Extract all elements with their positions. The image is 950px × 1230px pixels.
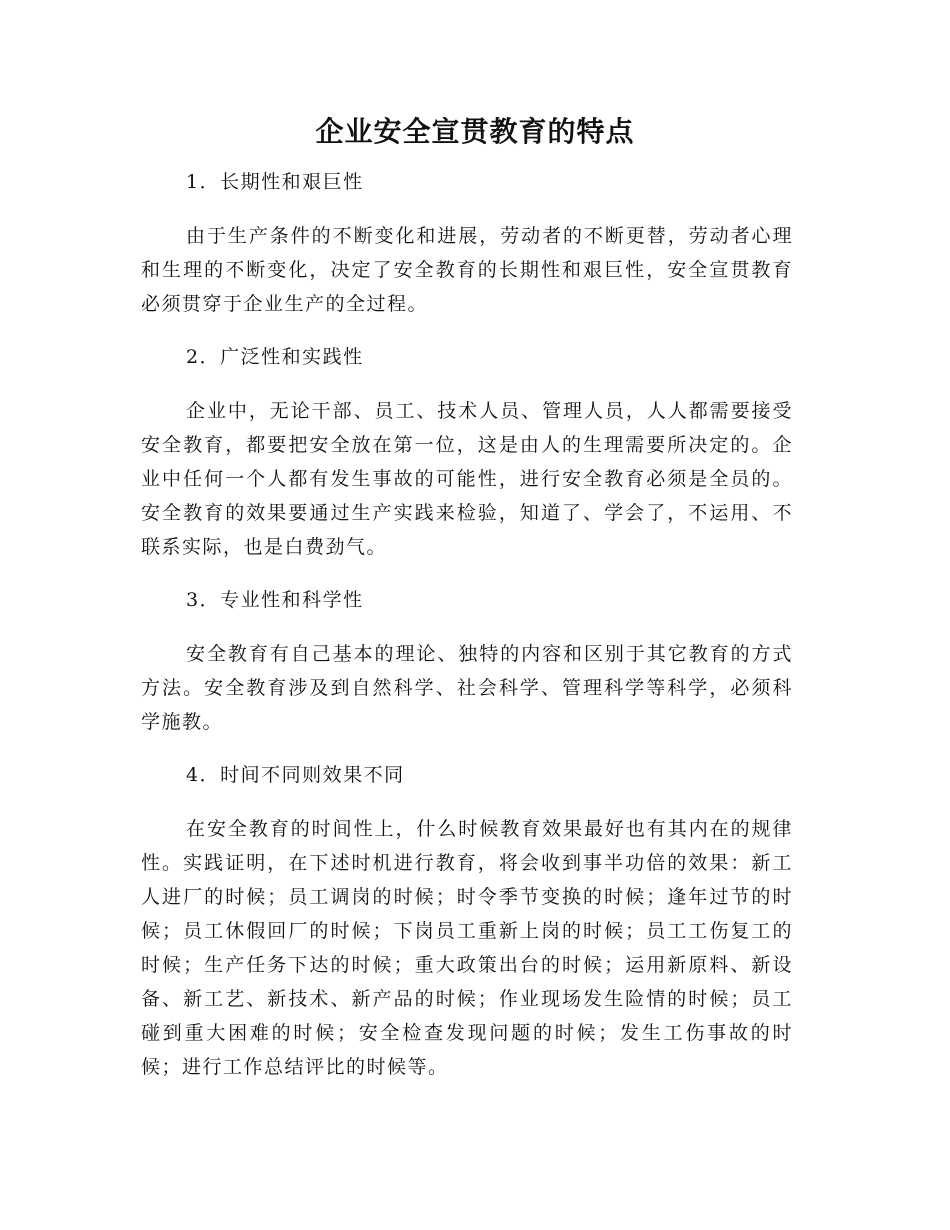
section-heading-3: 3．专业性和科学性 [186,589,364,611]
section-paragraph-1: 由于生产条件的不断变化和进展，劳动者的不断更替，劳动者心理和生理的不断变化，决定了安全教育的长期性和艰巨性，安全宣贯教育必须贯穿于企业生产的全过程。 [141,225,793,315]
section-heading-4: 4．时间不同则效果不同 [186,764,405,786]
section-heading-1: 1．长期性和艰巨性 [186,171,364,193]
section-paragraph-4: 在安全教育的时间性上，什么时候教育效果最好也有其内在的规律性。实践证明，在下述时机进行教育，将会收到事半功倍的效果：新工人进厂的时候；员工调岗的时候；时令季节变换的时候；逢年过节的时候；员工休假回厂的时候；下岗员工重新上岗的时候；员工工伤复工的时候；生产任务下达的时候；重大政策出台的时候；运用新原料、新设备、新工艺、新技术、新产品的时候；作业现场发生险情的时候；员工碰到重大困难的时候；安全检查发现问题的时候；发生工伤事故的时候；进行工作总结评比的时候等。 [141,818,793,1078]
section-paragraph-3: 安全教育有自己基本的理论、独特的内容和区别于其它教育的方式方法。安全教育涉及到自然科学、社会科学、管理科学等科学，必须科学施教。 [141,643,793,733]
document-title: 企业安全宣贯教育的特点 [315,115,635,148]
document-body [141,165,793,1084]
section-paragraph-2: 企业中，无论干部、员工、技术人员、管理人员，人人都需要接受安全教育，都要把安全放在第一位，这是由人的生理需要所决定的。企业中任何一个人都有发生事故的可能性，进行安全教育必须是全员的。安全教育的效果要通过生产实践来检验，知道了、学会了，不运用、不联系实际，也是白费劲气。 [141,400,793,558]
section-heading-2: 2．广泛性和实践性 [186,346,364,368]
